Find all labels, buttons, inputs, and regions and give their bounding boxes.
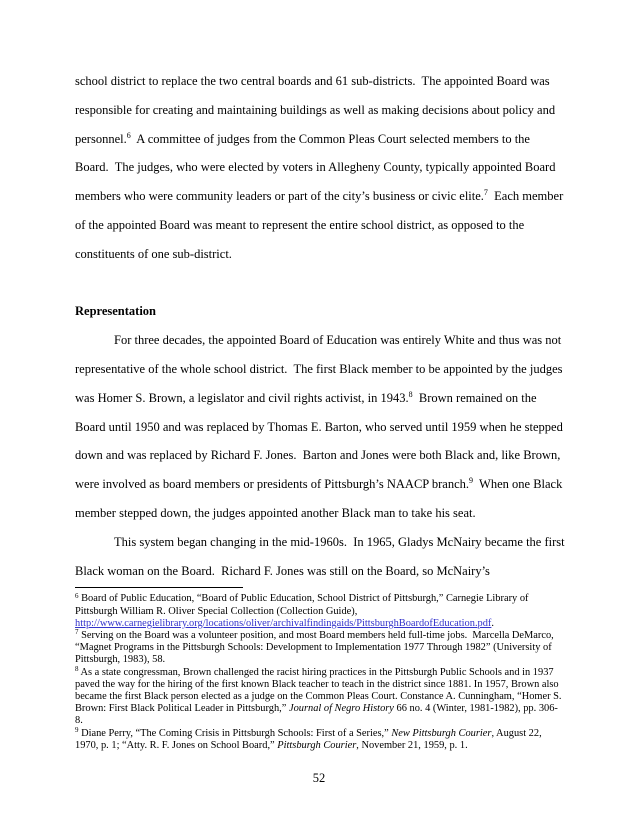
page-content — [75, 67, 568, 752]
footnote: $^6$ Board of Public Education, “Board of Public Education, School District of Pittsburgh,” Carnegie Library of Pittsburgh William R. Oliver Special Collection (Collection Guide), http://www.carnegielibrary.org/locations/oliver/archivalfindingaids/PittsburghBoardofEducation.pdf. — [75, 591, 532, 629]
italic-text: Journal of Negro History — [288, 703, 394, 715]
footnote-marker: 9 — [75, 726, 79, 735]
footnote-separator — [75, 587, 243, 588]
body-paragraph: school district to replace the two central boards and 61 sub-districts. The appointed Board was responsible for creating and maintaining buildings as well as making decisions about policy and personnel.$^6$ A committee of judges from the Common Pleas Court selected members to the Board. The judges, who were elected by voters in Allegheny County, typically appointed Board members who were community leaders or part of the city’s business or civic elite.$^7$ Each member of the appointed Board was meant to represent the entire school district, as opposed to the constituents of one sub-district. — [75, 74, 567, 261]
footnote-list — [75, 593, 565, 752]
footnote-marker: 6 — [75, 591, 79, 600]
section-paragraphs — [75, 326, 568, 585]
page-number: 52 — [312, 771, 326, 785]
intro-paragraphs — [75, 67, 565, 269]
footnote: $^8$ As a state congressman, Brown challenged the racist hiring practices in the Pittsburgh Public Schools and in 1937 paved the way for the hiring of the first known Black teacher to teach in the district since 1881. In 1957, Brown also became the first Black person elected as a judge on the Common Pleas Court. Constance A. Cunningham, “Homer S. Brown: First Black Political Leader in Pittsburgh,” Journal of Negro History 66 no. 4 (Winter, 1981-1982), pp. 306-8. — [75, 665, 565, 727]
footnote-marker: 7 — [75, 628, 79, 637]
footnote: $^7$ Serving on the Board was a volunteer position, and most Board members held full-time jobs. Marcella DeMarco, “Magnet Programs in the Pittsburgh Schools: Development to Implementation 1977 Through 1982” (University of Pittsburgh, 1983), 58. — [75, 628, 557, 666]
body-paragraph: This system began changing in the mid-1960s. In 1965, Gladys McNairy became the first Black woman on the Board. Richard F. Jones was still on the Board, so McNairy’s — [75, 534, 568, 578]
footnote-link[interactable]: http://www.carnegielibrary.org/locations/oliver/archivalfindingaids/PittsburghBoardofEducation.pdf — [75, 617, 492, 629]
footnote-marker: 8 — [75, 665, 79, 674]
footnote-area — [75, 587, 565, 752]
italic-text: Pittsburgh Courier — [277, 739, 357, 751]
footnote: $^9$ Diane Perry, “The Coming Crisis in Pittsburgh Schools: First of a Series,” New Pittsburgh Courier, August 22, 1970, p. 1; “Atty. R. F. Jones on School Board,” Pittsburgh Courier, November 21, 1959, p. 1. — [75, 726, 545, 751]
body-paragraph: For three decades, the appointed Board of Education was entirely White and thus was not representative of the whole school district. The first Black member to be appointed by the judges was Homer S. Brown, a legislator and civil rights activist, in 1943.$^8$ Brown remained on the Board until 1950 and was replaced by Thomas E. Barton, who served until 1959 when he stepped down and was replaced by Richard F. Jones. Barton and Jones were both Black and, like Brown, were involved as board members or presidents of Pittsburgh’s NAACP branch.$^9$ When one Black member stepped down, the judges appointed another Black man to take his seat. — [75, 333, 566, 520]
section-heading: Representation — [75, 304, 157, 319]
footnote-marker: 9 — [469, 476, 474, 486]
footnote-marker: 7 — [483, 188, 488, 198]
footnote-marker: 6 — [126, 130, 131, 140]
italic-text: New Pittsburgh Courier — [391, 727, 492, 739]
footnote-marker: 8 — [408, 389, 413, 399]
